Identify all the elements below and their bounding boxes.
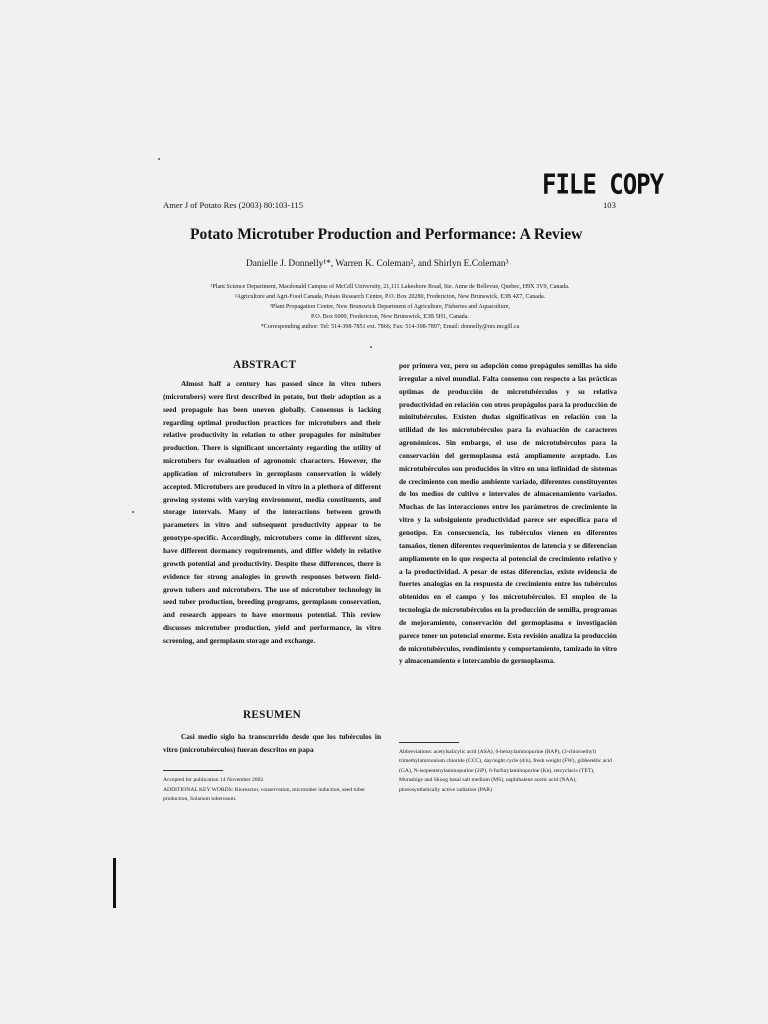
scan-edge-mark xyxy=(113,858,116,908)
resumen-heading: RESUMEN xyxy=(243,709,302,721)
affiliation-line: P.O. Box 6000, Fredericton, New Brunswick, E3B 5H1, Canada. xyxy=(311,314,469,320)
footnote-rule xyxy=(163,770,223,771)
affiliations xyxy=(160,282,620,332)
affiliation-line: ¹Plant Science Department, Macdonald Campus of McGill University, 21,111 Lakeshore Road, Ste. Anne de Bellevue, Quebec, H9X 3V9, Canada. xyxy=(210,284,570,290)
additional-keywords: ADDITIONAL KEY WORDS: Bioreactor, conservation, microtuber induction, seed tuber production, Solanum tuberosum. xyxy=(163,787,365,803)
author-list: Danielle J. Donnelly¹*, Warren K. Coleman², and Shirlyn E.Coleman³ xyxy=(246,259,509,269)
affiliation-line: ²Agriculture and Agri-Food Canada, Potato Research Centre, P.O. Box 20280, Fredericton, New Brunswick, E3B 4Z7, Canada. xyxy=(234,294,546,300)
page-number: 103 xyxy=(603,200,616,210)
abstract-heading: ABSTRACT xyxy=(233,359,297,371)
abbreviations-footnote: Abbreviations: acetylsalicylic acid (ASA), 6-benzylaminopurine (BAP), (2-chloroethyl) trimethylammonium chloride (CCC), day/night cycle (d/n), fresh weight (FW), gibberellic acid (GA), N-isopentenylaminopurine (2iP), 6-furfurylaminopurine (Kn), tetcyclacis (TET), Murashige and Skoog basal salt medium (MS), naphthalene acetic acid (NAA), photosynthetically active radiation (PAR) xyxy=(399,749,612,793)
affiliation-line: ³Plant Propagation Centre, New Brunswick Department of Agriculture, Fisheries and Aquaculture, xyxy=(270,304,510,310)
accepted-date: Accepted for publication 14 November 2002. xyxy=(163,777,265,783)
resumen-body-start: Casi medio siglo ha transcurrido desde que los tubérculos in vitro (microtubérculos) fueran descritos en papa xyxy=(163,732,381,754)
scan-speck xyxy=(158,158,160,160)
paper-title: Potato Microtuber Production and Performance: A Review xyxy=(190,226,583,243)
scan-speck xyxy=(370,346,372,348)
resumen-body-continued: por primera vez, pero su adopción como propágulos semillas ha sido irregular a nivel mundial. Falta consenso con respecto a las prácticas optimas de producción de microtubérculos y su relativa productividad en relación con otros propágulos para la producción de minitubérculos. Existen dudas significativas en relación con la utilidad de los microtubérculos para la evaluación de caracteres agronómicos. Sin embargo, el uso de microtubérculos para la conservación del germoplasma está ampliamente aceptado. Los microtubérculos son producidos in vitro en una infinidad de sistemas de crecimiento con medio ambiente variado, diferentes constituyentes de los medios de cultivo e intervalos de almacenamiento variados. Muchas de las interacciones entre los parámetros de crecimiento in vitro y la subsiguiente productividad parece ser específica para el genotipo. En consecuencia, los tubérculos vienen en diferentes tamaños, tienen diferentes requerimientos de latencia y se diferencian ampliamente en lo que respecta al potencial de crecimiento relativo y a la productividad. A pesar de estas diferencias, existe evidencia de fuertes analogías en la respuesta de crecimiento entre los tubérculos obtenidos en el campo y los microtubérculos. El empleo de la tecnología de microtubérculos en la producción de semilla, programas de mejoramiento, conservación del germoplasma e investigación parece tener un potencial enorme. Esta revisión analiza la producción de microtubérculos, rendimiento y comportamiento, tamizado in vitro y almacenamiento e intercambio de germoplasma. xyxy=(399,361,617,666)
affiliation-line: *Corresponding author: Tel: 514-398-7851 ext. 7866; Fax: 514-398-7897; Email: donnelly@nrs.mcgill.ca xyxy=(260,324,520,330)
footnote-rule xyxy=(399,742,459,743)
journal-reference: Amer J of Potato Res (2003) 80:103-115 xyxy=(163,200,304,210)
abstract-body: Almost half a century has passed since in vitro tubers (microtubers) were first described in potato, but their adoption as a seed propagule has been uneven globally. Consensus is lacking regarding optimal production practices for microtubers and their relative productivity in relation to other propagules for minituber production. There is significant uncertainty regarding the utility of microtubers for evaluation of agronomic characters. However, the application of microtubers in germplasm conservation is widely accepted. Microtubers are produced in vitro in a plethora of different growing systems with varying environment, media constituents, and storage intervals. Many of the interactions between growth parameters in vitro and subsequent productivity appear to be genotype-specific. Accordingly, microtubers come in different sizes, have different dormancy requirements, and differ widely in relative growth potential and productivity. Despite these differences, there is evidence for strong analogies in growth responses between field-grown tubers and microtubers. The use of microtuber technology in seed tuber production, breeding programs, germplasm conservation, and research appears to have enormous potential. This review discusses microtuber production, yield and performance, in vitro screening, and germplasm storage and exchange. xyxy=(163,379,381,645)
scan-speck xyxy=(132,511,134,513)
file-copy-stamp: FILE COPY xyxy=(542,168,664,201)
